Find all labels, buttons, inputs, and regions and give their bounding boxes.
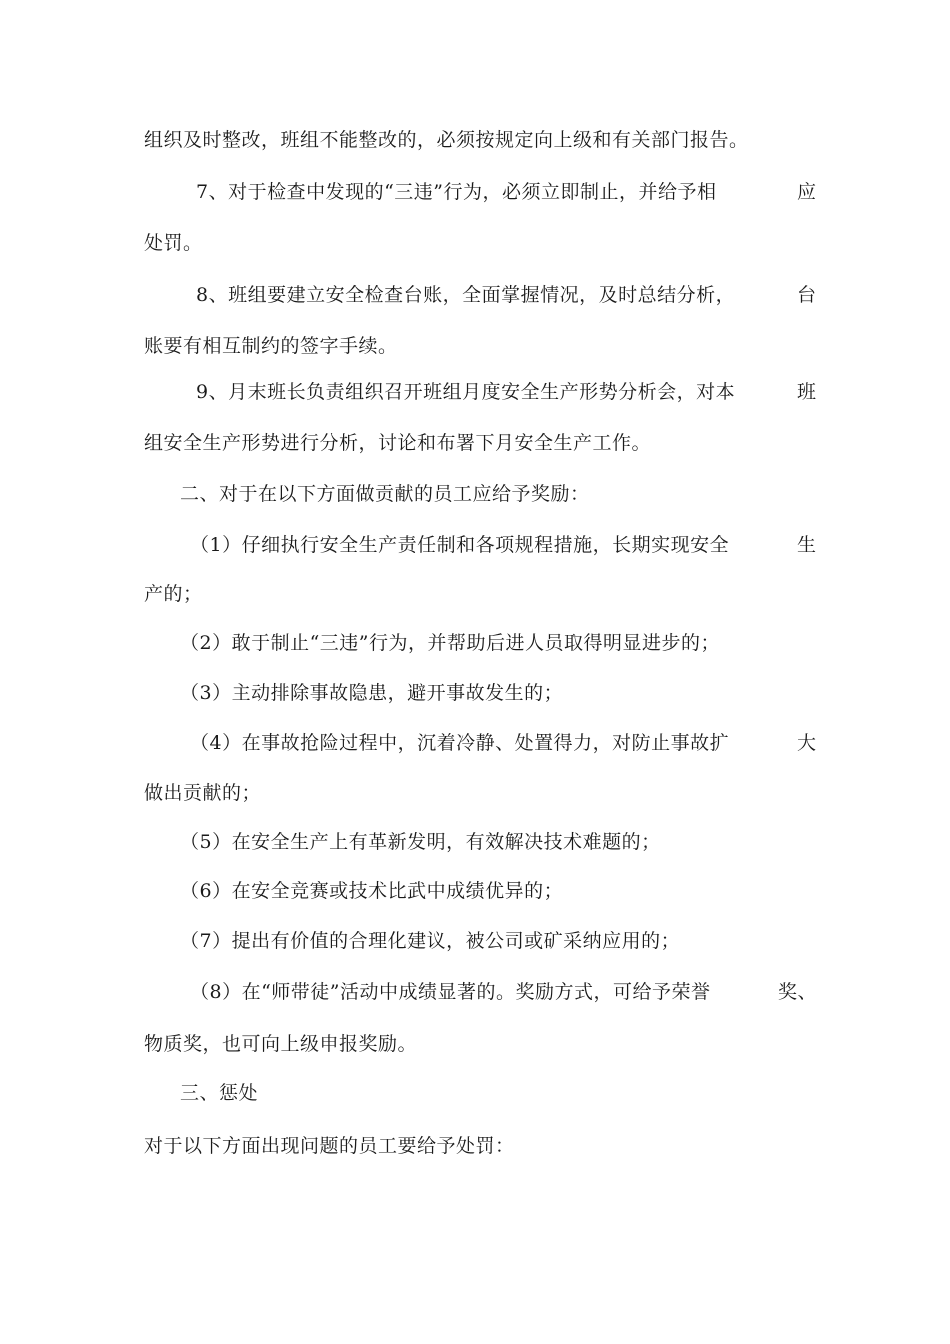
section-heading: 二、对于在以下方面做贡献的员工应给予奖励：	[180, 483, 590, 505]
text-line: 班	[797, 381, 817, 403]
text-line: 奖、	[778, 981, 818, 1003]
text-line: 账要有相互制约的签字手续。	[144, 335, 398, 357]
text-line: 物质奖，也可向上级申报奖励。	[144, 1033, 418, 1055]
text-line: 处罚。	[144, 232, 203, 254]
text-line: 生	[797, 534, 817, 556]
text-line: 7、对于检查中发现的“三违”行为，必须立即制止，并给予相	[196, 181, 717, 203]
text-line: 台	[797, 284, 817, 306]
text-line: 做出贡献的；	[144, 782, 262, 804]
text-line: 组安全生产形势进行分析，讨论和布署下月安全生产工作。	[144, 432, 652, 454]
list-item: （2）敢于制止“三违”行为，并帮助后进人员取得明显进步的；	[180, 632, 721, 654]
text-line: 对于以下方面出现问题的员工要给予处罚：	[144, 1135, 515, 1157]
list-item: （3）主动排除事故隐患，避开事故发生的；	[180, 682, 564, 704]
list-item: （8）在“师带徒”活动中成绩显著的。奖励方式，可给予荣誉	[190, 981, 711, 1003]
text-line: 大	[797, 732, 817, 754]
list-item: （1）仔细执行安全生产责任制和各项规程措施，长期实现安全	[190, 534, 730, 556]
text-line: 9、月末班长负责组织召开班组月度安全生产形势分析会，对本	[196, 381, 736, 403]
list-item: （7）提出有价值的合理化建议，被公司或矿采纳应用的；	[180, 930, 681, 952]
text-line: 产的；	[144, 583, 203, 605]
text-line: 组织及时整改，班组不能整改的，必须按规定向上级和有关部门报告。	[144, 129, 749, 151]
section-heading: 三、惩处	[180, 1082, 259, 1104]
list-item: （4）在事故抢险过程中，沉着冷静、处置得力，对防止事故扩	[190, 732, 730, 754]
text-line: 8、班组要建立安全检查台账，全面掌握情况，及时总结分析，	[196, 284, 736, 306]
text-line: 应	[797, 181, 817, 203]
list-item: （5）在安全生产上有革新发明，有效解决技术难题的；	[180, 831, 661, 853]
list-item: （6）在安全竞赛或技术比武中成绩优异的；	[180, 880, 564, 902]
